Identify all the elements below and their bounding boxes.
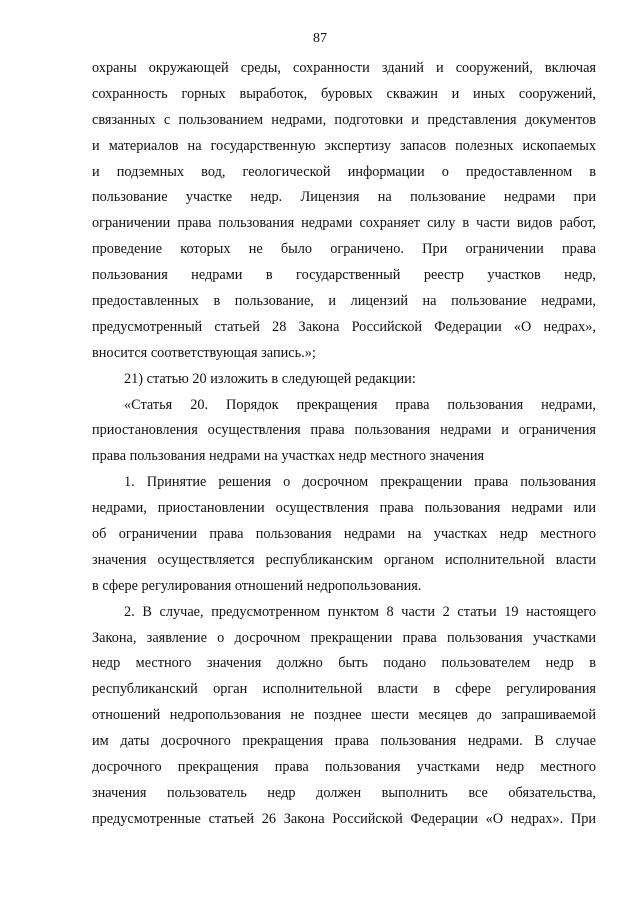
text-line: пользование участке недр. Лицензия на пользование недрами при (92, 189, 596, 206)
text-line: предоставленных в пользование, и лицензий на пользование недрами, (92, 293, 596, 310)
text-line: предусмотренный статьей 28 Закона Российской Федерации «О недрах», (92, 318, 596, 335)
text-line: досрочного прекращения права пользования участками недр местного (92, 759, 596, 776)
document-body (92, 56, 596, 833)
text-line: значения осуществляется республиканским органом исполнительной власти (92, 551, 596, 568)
text-line: права пользования недрами на участках недр местного значения (92, 448, 485, 465)
text-line: недрами, приостановлении осуществления права пользования недрами или (92, 500, 596, 517)
text-line: 1. Принятие решения о досрочном прекращении права пользования (124, 474, 596, 491)
text-line: «Статья 20. Порядок прекращения права пользования недрами, (124, 396, 596, 413)
text-line: в сфере регулирования отношений недропользования. (92, 577, 422, 594)
text-line: проведение которых не было ограничено. При ограничении права (92, 241, 596, 258)
text-line: охраны окружающей среды, сохранности зданий и сооружений, включая (92, 60, 596, 76)
text-line: об ограничении права пользования недрами на участках недр местного (92, 526, 596, 543)
text-line: недр местного значения должно быть подано пользователем недр в (92, 655, 596, 672)
text-line: Закона, заявление о досрочном прекращении права пользования участками (92, 629, 596, 646)
text-line: предусмотренные статьей 26 Закона Российской Федерации «О недрах». При (92, 810, 596, 827)
text-line: связанных с пользованием недрами, подготовки и представления документов (92, 111, 596, 128)
page-number: 87 (313, 31, 327, 46)
text-line: отношений недропользования не позднее шести месяцев до запрашиваемой (92, 707, 596, 724)
text-line: и подземных вод, геологической информации о предоставленном в (92, 163, 596, 180)
text-line: приостановления осуществления права пользования недрами и ограничения (92, 422, 596, 439)
text-line: 2. В случае, предусмотренном пунктом 8 части 2 статьи 19 настоящего (124, 603, 596, 620)
text-line: значения пользователь недр должен выполнить все обязательства, (92, 784, 596, 801)
text-line: им даты досрочного прекращения права пользования недрами. В случае (92, 733, 596, 750)
text-line: сохранность горных выработок, буровых скважин и иных сооружений, (92, 85, 596, 102)
text-line: ограничении права пользования недрами сохраняет силу в части видов работ, (92, 215, 596, 232)
text-line: 21) статью 20 изложить в следующей редакции: (124, 370, 416, 387)
text-line: пользования недрами в государственный реестр участков недр, (92, 267, 596, 284)
text-line: республиканский орган исполнительной власти в сфере регулирования (92, 681, 596, 698)
text-line: и материалов на государственную экспертизу запасов полезных ископаемых (92, 137, 596, 154)
text-line: вносится соответствующая запись.»; (92, 344, 316, 361)
